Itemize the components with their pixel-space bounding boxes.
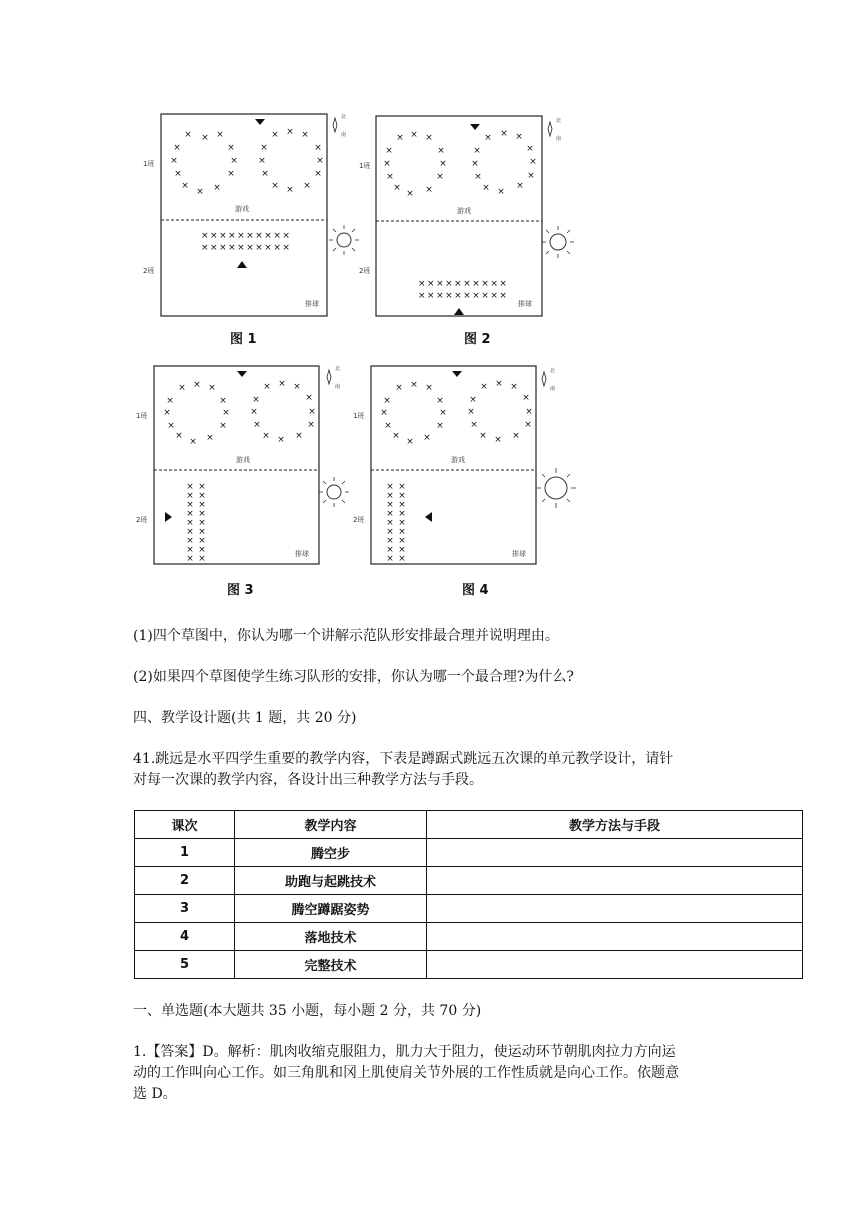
svg-text:×: × <box>252 395 260 405</box>
table-header-row <box>135 811 803 839</box>
svg-text:××××××××××: ×××××××××× <box>418 279 509 289</box>
svg-text:×: × <box>167 421 175 431</box>
svg-text:×: × <box>277 435 285 445</box>
svg-text:×: × <box>526 144 534 154</box>
section-one-heading: 一、单选题(本大题共 35 小题，每小题 2 分，共 70 分) <box>133 1003 482 1019</box>
svg-text:×: × <box>263 382 271 392</box>
svg-text:×: × <box>525 407 533 417</box>
svg-text:×: × <box>383 159 391 169</box>
cell-content: 腾空蹲踞姿势 <box>235 895 427 923</box>
svg-text:×: × <box>386 172 394 182</box>
svg-text:×: × <box>201 133 209 143</box>
svg-text:×: × <box>170 156 178 166</box>
svg-text:×: × <box>173 143 181 153</box>
svg-text:×: × <box>295 431 303 441</box>
svg-text:×: × <box>293 382 301 392</box>
svg-text:游戏: 游戏 <box>451 456 465 464</box>
svg-text:×: × <box>213 183 221 193</box>
svg-text:×: × <box>286 127 294 137</box>
svg-text:×: × <box>395 383 403 393</box>
svg-text:×: × <box>386 509 394 519</box>
svg-text:2班: 2班 <box>136 516 148 524</box>
svg-text:北: 北 <box>550 368 556 374</box>
svg-text:2班: 2班 <box>143 267 155 275</box>
svg-text:×: × <box>392 431 400 441</box>
cell-lesson-no: 3 <box>135 895 235 923</box>
svg-text:×: × <box>166 396 174 406</box>
sun-icon <box>319 477 349 507</box>
svg-text:×: × <box>386 500 394 510</box>
svg-text:×: × <box>186 482 194 492</box>
svg-text:北: 北 <box>556 118 562 124</box>
svg-text:×: × <box>439 408 447 418</box>
figure-1-diagram <box>135 110 365 322</box>
header-lesson-no: 课次 <box>135 811 235 839</box>
svg-text:排球: 排球 <box>512 550 526 558</box>
svg-text:×: × <box>410 380 418 390</box>
svg-text:×: × <box>174 169 182 179</box>
figure-4-diagram <box>350 362 580 572</box>
svg-text:×: × <box>186 491 194 501</box>
svg-text:北: 北 <box>341 114 347 120</box>
svg-text:×: × <box>380 408 388 418</box>
svg-text:×: × <box>216 130 224 140</box>
cell-lesson-no: 2 <box>135 867 235 895</box>
svg-text:×: × <box>258 156 266 166</box>
cell-content: 落地技术 <box>235 923 427 951</box>
svg-text:×: × <box>260 143 268 153</box>
svg-text:×: × <box>480 382 488 392</box>
svg-text:×: × <box>262 431 270 441</box>
svg-text:×: × <box>386 518 394 528</box>
svg-text:×: × <box>181 181 189 191</box>
svg-text:×: × <box>386 527 394 537</box>
svg-text:南: 南 <box>341 132 347 138</box>
compass-icon <box>333 113 346 138</box>
answer-1-line-2: 动的工作叫向心工作。如三角肌和冈上肌使肩关节外展的工作性质就是向心工作。依题意 <box>133 1065 679 1081</box>
svg-text:×: × <box>425 383 433 393</box>
answer-1-line-1: 1.【答案】D。解析：肌肉收缩克服阻力，肌力大于阻力，使运动环节朝肌肉拉力方向运 <box>133 1044 676 1060</box>
cell-content: 助跑与起跳技术 <box>235 867 427 895</box>
svg-text:×: × <box>437 146 445 156</box>
figure-4-caption: 图 4 <box>462 583 489 598</box>
svg-text:×: × <box>184 130 192 140</box>
svg-text:×: × <box>186 509 194 519</box>
cell-methods <box>427 895 803 923</box>
svg-text:××××××××××: ×××××××××× <box>201 231 292 241</box>
figure-2 <box>352 110 582 322</box>
svg-text:×: × <box>398 491 406 501</box>
svg-text:×: × <box>198 491 206 501</box>
svg-text:游戏: 游戏 <box>236 456 250 464</box>
table-row <box>135 923 803 951</box>
svg-text:排球: 排球 <box>295 550 309 558</box>
svg-text:×: × <box>314 143 322 153</box>
svg-text:×: × <box>396 133 404 143</box>
figure-1 <box>135 110 365 322</box>
svg-text:×: × <box>510 382 518 392</box>
svg-text:×: × <box>474 172 482 182</box>
svg-text:×: × <box>198 554 206 564</box>
figure-2-diagram <box>352 110 582 322</box>
svg-text:×: × <box>271 130 279 140</box>
svg-text:×: × <box>398 509 406 519</box>
svg-text:×: × <box>198 500 206 510</box>
svg-text:南: 南 <box>556 136 562 142</box>
svg-text:×: × <box>178 383 186 393</box>
svg-text:×: × <box>529 157 537 167</box>
svg-text:×: × <box>198 509 206 519</box>
svg-text:×: × <box>467 407 475 417</box>
header-content: 教学内容 <box>235 811 427 839</box>
cell-methods <box>427 839 803 867</box>
svg-text:×: × <box>305 393 313 403</box>
svg-text:×: × <box>497 187 505 197</box>
svg-text:1班: 1班 <box>136 412 148 420</box>
svg-text:×: × <box>250 407 258 417</box>
svg-text:×: × <box>494 435 502 445</box>
question-41-line-1: 41.跳远是水平四学生重要的教学内容，下表是蹲踞式跳远五次课的单元教学设计，请针 <box>133 751 674 767</box>
header-methods: 教学方法与手段 <box>427 811 803 839</box>
svg-text:南: 南 <box>550 386 556 392</box>
svg-text:×: × <box>386 554 394 564</box>
svg-text:×: × <box>198 536 206 546</box>
compass-icon <box>542 367 555 392</box>
svg-text:×: × <box>473 146 481 156</box>
svg-text:×: × <box>303 181 311 191</box>
svg-text:×: × <box>198 527 206 537</box>
svg-text:×: × <box>482 183 490 193</box>
svg-text:×: × <box>316 156 324 166</box>
question-41-line-2: 对每一次课的教学内容，各设计出三种教学方法与手段。 <box>133 772 483 788</box>
svg-text:×: × <box>307 420 315 430</box>
svg-text:×: × <box>186 536 194 546</box>
svg-text:×: × <box>479 431 487 441</box>
svg-text:×: × <box>524 420 532 430</box>
svg-text:×: × <box>500 129 508 139</box>
sun-icon <box>542 226 574 258</box>
svg-text:×: × <box>219 396 227 406</box>
svg-text:×: × <box>278 379 286 389</box>
svg-text:排球: 排球 <box>518 300 532 308</box>
svg-text:×: × <box>384 421 392 431</box>
svg-text:×: × <box>186 554 194 564</box>
svg-text:×: × <box>189 437 197 447</box>
svg-text:×: × <box>261 169 269 179</box>
svg-text:1班: 1班 <box>359 162 371 170</box>
svg-text:×: × <box>398 554 406 564</box>
svg-text:×: × <box>253 420 261 430</box>
svg-text:×: × <box>206 433 214 443</box>
svg-text:×: × <box>470 420 478 430</box>
svg-text:×: × <box>198 482 206 492</box>
cell-content: 完整技术 <box>235 951 427 979</box>
svg-text:排球: 排球 <box>305 300 319 308</box>
svg-text:1班: 1班 <box>143 160 155 168</box>
cell-lesson-no: 4 <box>135 923 235 951</box>
svg-text:×: × <box>398 545 406 555</box>
svg-text:×: × <box>186 527 194 537</box>
svg-text:×: × <box>471 159 479 169</box>
svg-text:×: × <box>385 146 393 156</box>
figure-1-caption: 图 1 <box>230 332 257 347</box>
svg-text:×: × <box>196 187 204 197</box>
svg-text:1班: 1班 <box>353 412 365 420</box>
table-row <box>135 951 803 979</box>
svg-text:×: × <box>383 396 391 406</box>
svg-text:×: × <box>393 183 401 193</box>
section-four-heading: 四、教学设计题(共 1 题，共 20 分) <box>133 710 357 726</box>
cell-content: 腾空步 <box>235 839 427 867</box>
answer-1-line-3: 选 D。 <box>133 1086 177 1102</box>
svg-text:北: 北 <box>335 366 341 372</box>
svg-text:×: × <box>436 172 444 182</box>
svg-text:×: × <box>423 433 431 443</box>
figure-4 <box>350 362 580 572</box>
svg-text:×: × <box>186 545 194 555</box>
svg-text:×: × <box>484 133 492 143</box>
svg-text:×: × <box>198 518 206 528</box>
svg-text:×: × <box>406 437 414 447</box>
svg-text:×: × <box>386 545 394 555</box>
svg-text:×: × <box>386 482 394 492</box>
cell-lesson-no: 5 <box>135 951 235 979</box>
cell-methods <box>427 923 803 951</box>
svg-text:×: × <box>469 395 477 405</box>
svg-text:游戏: 游戏 <box>235 205 249 213</box>
svg-text:×: × <box>436 421 444 431</box>
svg-text:×: × <box>208 383 216 393</box>
cell-methods <box>427 867 803 895</box>
svg-text:×: × <box>314 169 322 179</box>
svg-text:×: × <box>406 189 414 199</box>
svg-text:×: × <box>398 536 406 546</box>
sun-icon <box>536 468 576 508</box>
svg-text:××××××××××: ×××××××××× <box>418 291 509 301</box>
table-row <box>135 839 803 867</box>
svg-text:×: × <box>193 380 201 390</box>
question-1: (1)四个草图中，你认为哪一个讲解示范队形安排最合理并说明理由。 <box>133 628 559 644</box>
svg-text:×: × <box>516 181 524 191</box>
svg-text:×: × <box>186 518 194 528</box>
figure-3 <box>133 362 363 572</box>
cell-lesson-no: 1 <box>135 839 235 867</box>
svg-text:×: × <box>386 491 394 501</box>
svg-text:×: × <box>301 130 309 140</box>
svg-text:×: × <box>425 185 433 195</box>
svg-text:×: × <box>398 527 406 537</box>
svg-text:×: × <box>198 545 206 555</box>
svg-text:×: × <box>439 159 447 169</box>
svg-text:×: × <box>227 143 235 153</box>
svg-text:×: × <box>222 408 230 418</box>
svg-text:×: × <box>227 169 235 179</box>
svg-text:×: × <box>308 407 316 417</box>
svg-text:×: × <box>163 408 171 418</box>
svg-text:×: × <box>522 393 530 403</box>
svg-text:×: × <box>219 421 227 431</box>
compass-icon <box>548 117 561 142</box>
svg-text:×: × <box>410 130 418 140</box>
svg-text:×: × <box>425 133 433 143</box>
svg-text:×: × <box>398 482 406 492</box>
figure-2-caption: 图 2 <box>464 332 491 347</box>
figure-3-diagram <box>133 362 363 572</box>
svg-text:×: × <box>495 379 503 389</box>
svg-text:×: × <box>386 536 394 546</box>
svg-text:××××××××××: ×××××××××× <box>201 243 292 253</box>
svg-text:×: × <box>286 185 294 195</box>
svg-text:游戏: 游戏 <box>457 207 471 215</box>
svg-text:2班: 2班 <box>353 516 365 524</box>
svg-text:×: × <box>515 132 523 142</box>
svg-text:×: × <box>398 518 406 528</box>
svg-text:×: × <box>271 181 279 191</box>
figure-3-caption: 图 3 <box>227 583 254 598</box>
compass-icon <box>327 365 340 390</box>
svg-text:×: × <box>527 171 535 181</box>
cell-methods <box>427 951 803 979</box>
svg-text:×: × <box>175 431 183 441</box>
svg-text:×: × <box>436 396 444 406</box>
lesson-plan-table <box>134 810 803 979</box>
svg-text:×: × <box>186 500 194 510</box>
svg-text:×: × <box>398 500 406 510</box>
svg-text:×: × <box>230 156 238 166</box>
question-2: (2)如果四个草图使学生练习队形的安排，你认为哪一个最合理?为什么? <box>133 669 574 685</box>
svg-text:×: × <box>512 431 520 441</box>
table-row <box>135 867 803 895</box>
svg-text:南: 南 <box>335 384 341 390</box>
table-row <box>135 895 803 923</box>
svg-text:2班: 2班 <box>359 267 371 275</box>
